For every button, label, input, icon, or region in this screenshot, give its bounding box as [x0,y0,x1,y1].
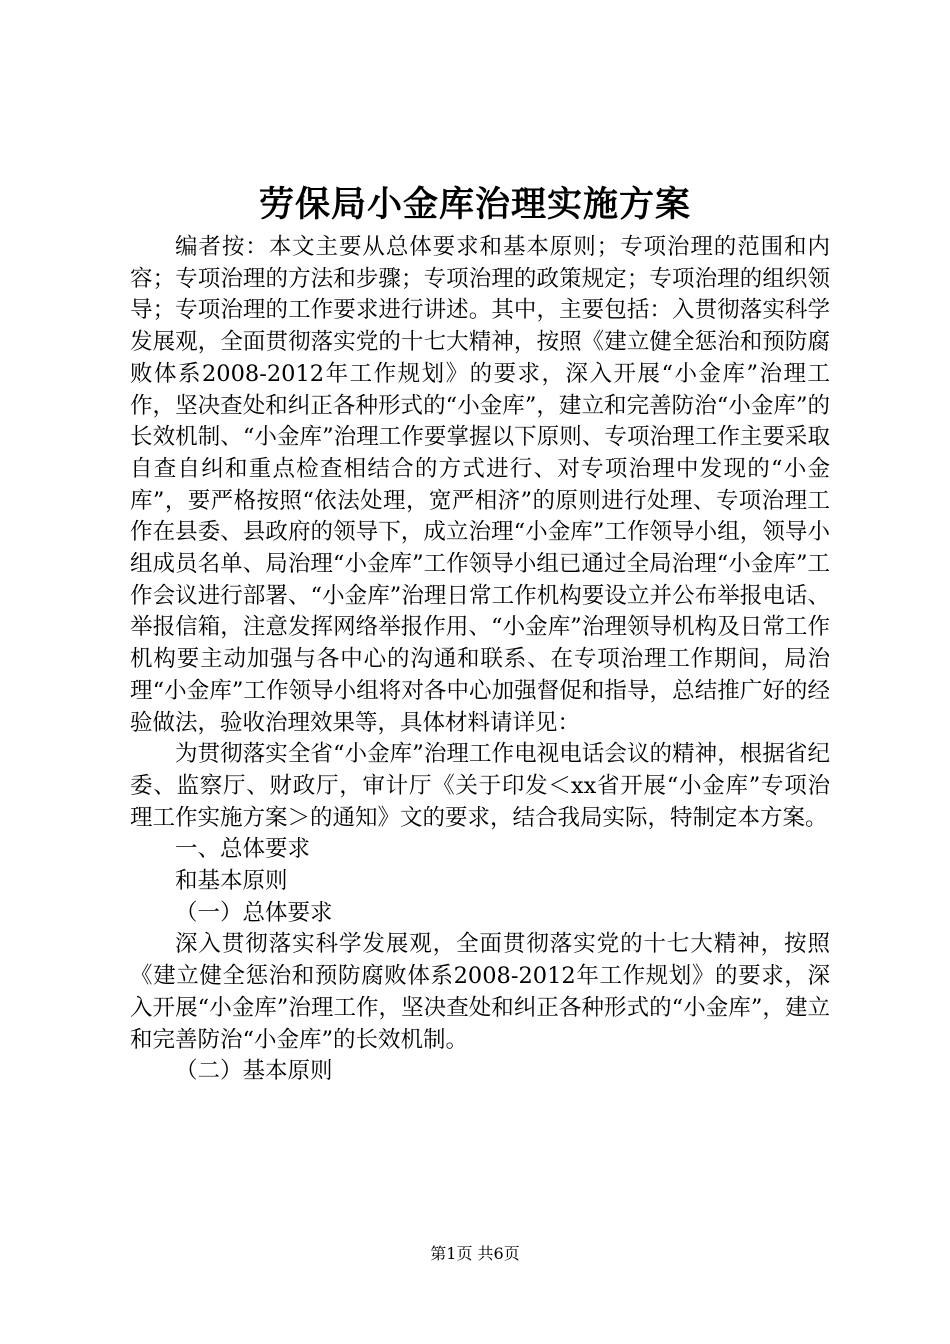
section-heading-1-continued: 和基本原则 [175,868,288,895]
subsection-heading-2: （二）基本原则 [175,1058,333,1085]
section-heading-1: 一、总体要求 [175,836,311,863]
document-body [130,232,830,1088]
general-requirements-paragraph: 深入贯彻落实科学发展观，全面贯彻落实党的十七大精神，按照《建立健全惩治和预防腐败体系2008-2012年工作规划》的要求，深入开展“小金库”治理工作，坚决查处和纠正各种形式的“小金库”，建立和完善防治“小金库”的长效机制。 [130,931,830,1053]
document-title: 劳保局小金库治理实施方案 [258,184,691,225]
page-number-footer: 第1页 共6页 [430,1244,520,1263]
editor-note-paragraph: 编者按：本文主要从总体要求和基本原则；专项治理的范围和内容；专项治理的方法和步骤；专项治理的政策规定；专项治理的组织领导；专项治理的工作要求进行讲述。其中，主要包括：入贯彻落实科学发展观，全面贯彻落实党的十七大精神，按照《建立健全惩治和预防腐败体系2008-2012年工作规划》的要求，深入开展“小金库”治理工作，坚决查处和纠正各种形式的“小金库”，建立和完善防治“小金库”的长效机制、“小金库”治理工作要掌握以下原则、专项治理工作主要采取自查自纠和重点检查相结合的方式进行、对专项治理中发现的“小金库”，要严格按照“依法处理，宽严相济”的原则进行处理、专项治理工作在县委、县政府的领导下，成立治理“小金库”工作领导小组，领导小组成员名单、局治理“小金库”工作领导小组已通过全局治理“小金库”工作会议进行部署、“小金库”治理日常工作机构要设立并公布举报电话、举报信箱，注意发挥网络举报作用、“小金库”治理领导机构及日常工作机构要主动加强与各中心的沟通和联系、在专项治理工作期间，局治理“小金库”工作领导小组将对各中心加强督促和指导，总结推广好的经验做法，验收治理效果等，具体材料请详见： [130,234,830,736]
subsection-heading-1: （一）总体要求 [175,899,333,926]
intro-paragraph: 为贯彻落实全省“小金库”治理工作电视电话会议的精神，根据省纪委、监察厅、财政厅，审计厅《关于印发＜xx省开展“小金库”专项治理工作实施方案＞的通知》文的要求，结合我局实际，特制定本方案。 [130,741,830,831]
